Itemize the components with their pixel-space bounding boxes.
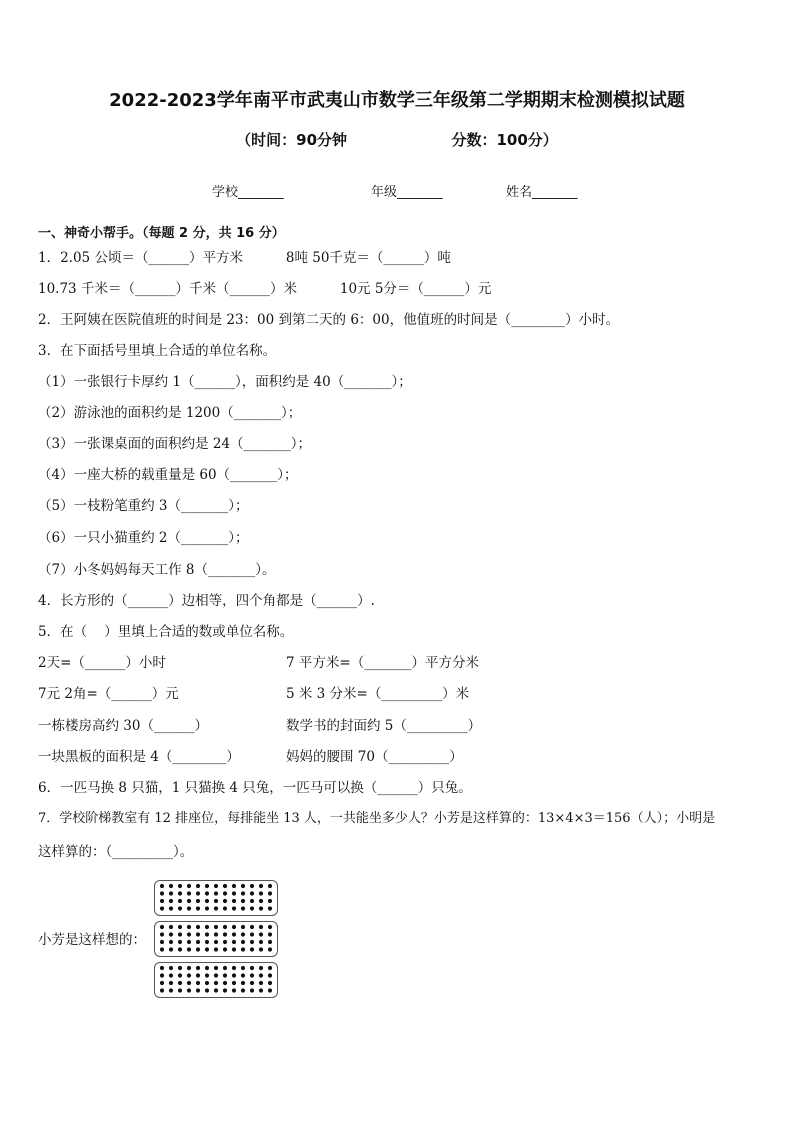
dot (268, 988, 272, 992)
dot (178, 884, 182, 888)
dot (268, 899, 272, 903)
dot (241, 973, 245, 977)
dot (187, 947, 191, 951)
dot (205, 932, 209, 936)
dot (268, 947, 272, 951)
dot (169, 940, 173, 944)
dot (169, 884, 173, 888)
dot (160, 884, 164, 888)
dot (214, 988, 218, 992)
dot (241, 925, 245, 929)
dot (241, 988, 245, 992)
dot (205, 981, 209, 985)
question-3: 3．在下面括号里填上合适的单位名称。 (38, 343, 277, 359)
dot (187, 940, 191, 944)
dot-box (154, 962, 278, 998)
dot (196, 973, 200, 977)
dot (250, 940, 254, 944)
dot (205, 988, 209, 992)
dot (160, 981, 164, 985)
dot (178, 940, 182, 944)
dot (160, 932, 164, 936)
question-3-4: （4）一座大桥的载重量是 60（_______）； (38, 467, 298, 483)
dot (178, 891, 182, 895)
dot (178, 899, 182, 903)
dot (169, 932, 173, 936)
dot (178, 925, 182, 929)
dot (241, 947, 245, 951)
dot (205, 906, 209, 910)
dot (214, 891, 218, 895)
dot (232, 940, 236, 944)
dot (232, 899, 236, 903)
dot (268, 940, 272, 944)
dot (169, 966, 173, 970)
dot (223, 988, 227, 992)
dot (241, 932, 245, 936)
dot (160, 940, 164, 944)
dot (196, 988, 200, 992)
dot (241, 884, 245, 888)
dot (232, 981, 236, 985)
dot (187, 925, 191, 929)
dot (196, 884, 200, 888)
question-5-4b: 妈妈的腰围 70（_________） (286, 749, 463, 765)
question-1b: 10.73 千米＝（______）千米（______）米 10元 5分＝（______）元 (38, 281, 492, 297)
dot (268, 891, 272, 895)
question-5-3a: 一栋楼房高约 30（______） (38, 718, 208, 734)
dot (196, 981, 200, 985)
dot (160, 899, 164, 903)
dot (196, 925, 200, 929)
dot (250, 973, 254, 977)
dot (268, 925, 272, 929)
exam-time-score: （时间：90分钟 分数：100分） (236, 131, 558, 149)
name-field: 姓名_______ (506, 185, 578, 200)
dot (259, 925, 263, 929)
dot (223, 899, 227, 903)
dot (187, 973, 191, 977)
dot (223, 932, 227, 936)
dot (178, 973, 182, 977)
page-title: 2022-2023学年南平市武夷山市数学三年级第二学期期末检测模拟试题 (109, 90, 685, 111)
dot (232, 988, 236, 992)
question-3-5: （5）一枝粉笔重约 3（_______）； (38, 498, 249, 514)
dot (214, 932, 218, 936)
dot (241, 899, 245, 903)
dot (178, 947, 182, 951)
dot (160, 966, 164, 970)
dot (205, 891, 209, 895)
dot (169, 899, 173, 903)
dot (223, 966, 227, 970)
question-5: 5．在（ ）里填上合适的数或单位名称。 (38, 624, 294, 640)
dot (259, 973, 263, 977)
dot (214, 884, 218, 888)
dot (196, 966, 200, 970)
question-5-4a: 一块黑板的面积是 4（________） (38, 749, 240, 765)
dot (223, 925, 227, 929)
question-3-6: （6）一只小猫重约 2（_______）； (38, 530, 249, 546)
dot (250, 988, 254, 992)
dot (160, 906, 164, 910)
dot (160, 891, 164, 895)
dot (187, 891, 191, 895)
question-6: 6．一匹马换 8 只猫，1 只猫换 4 只兔，一匹马可以换（______）只兔。 (38, 780, 472, 796)
dot (250, 891, 254, 895)
dot (268, 966, 272, 970)
dot (205, 899, 209, 903)
dot (205, 973, 209, 977)
dot (205, 966, 209, 970)
dot (214, 906, 218, 910)
dot (196, 932, 200, 936)
dot (232, 966, 236, 970)
question-7a: 7．学校阶梯教室有 12 排座位，每排能坐 13 人，一共能坐多少人？小芳是这样算的：13×4×3＝156（人）；小明是 (38, 811, 716, 826)
dot (223, 947, 227, 951)
dot (196, 947, 200, 951)
dot (178, 981, 182, 985)
dot (250, 981, 254, 985)
question-3-7: （7）小冬妈妈每天工作 8（_______）。 (38, 562, 276, 578)
dot (214, 925, 218, 929)
section-heading-1: 一、神奇小帮手。（每题 2 分，共 16 分） (38, 226, 285, 241)
dot (196, 891, 200, 895)
dot (223, 906, 227, 910)
dot (232, 973, 236, 977)
dot (241, 891, 245, 895)
dot (250, 906, 254, 910)
dot (178, 906, 182, 910)
question-5-2a: 7元 2角=（______）元 (38, 686, 179, 702)
dot-box (154, 880, 278, 916)
dot (241, 966, 245, 970)
dot (196, 906, 200, 910)
dot (169, 973, 173, 977)
dot (232, 884, 236, 888)
dot (223, 891, 227, 895)
dot-box (154, 921, 278, 957)
question-3-2: （2）游泳池的面积约是 1200（_______）； (38, 405, 302, 421)
dot (259, 947, 263, 951)
dot (187, 884, 191, 888)
school-field: 学校_______ (212, 185, 284, 200)
dot (232, 932, 236, 936)
dot (250, 925, 254, 929)
dot (187, 906, 191, 910)
dot (259, 906, 263, 910)
question-5-1a: 2天=（______）小时 (38, 655, 166, 671)
dot (232, 906, 236, 910)
dot (259, 932, 263, 936)
dot (178, 932, 182, 936)
dot (214, 981, 218, 985)
dot (169, 891, 173, 895)
dot (178, 966, 182, 970)
question-4: 4．长方形的（______）边相等，四个角都是（______）. (38, 593, 375, 609)
dot (250, 966, 254, 970)
dot (187, 981, 191, 985)
question-2: 2．王阿姨在医院值班的时间是 23：00 到第二天的 6：00，他值班的时间是（________）小时。 (38, 312, 620, 328)
dot (214, 940, 218, 944)
dot (223, 973, 227, 977)
dot (223, 940, 227, 944)
dot (187, 988, 191, 992)
dot (169, 947, 173, 951)
dot (205, 940, 209, 944)
dot (214, 966, 218, 970)
dot (205, 925, 209, 929)
figure-label: 小芳是这样想的： (38, 932, 146, 948)
question-5-3b: 数学书的封面约 5（_________） (286, 718, 482, 734)
dot (169, 925, 173, 929)
question-7b: 这样算的：（_________）。 (38, 844, 194, 860)
dot (187, 899, 191, 903)
question-5-2b: 5 米 3 分米=（_________）米 (286, 686, 470, 702)
dot (259, 891, 263, 895)
dot (232, 891, 236, 895)
question-5-1b: 7 平方米=（_______）平方分米 (286, 655, 479, 671)
dot (178, 988, 182, 992)
dot (214, 899, 218, 903)
dot (187, 932, 191, 936)
dot (205, 884, 209, 888)
dot (223, 884, 227, 888)
dot (169, 906, 173, 910)
dot (268, 884, 272, 888)
dot (250, 932, 254, 936)
dot (214, 973, 218, 977)
dot (268, 981, 272, 985)
dot (160, 988, 164, 992)
dot (160, 973, 164, 977)
dot (250, 899, 254, 903)
dot (268, 932, 272, 936)
dot (259, 884, 263, 888)
dot (160, 925, 164, 929)
question-3-3: （3）一张课桌面的面积约是 24（_______）； (38, 436, 312, 452)
dot (259, 899, 263, 903)
dot (259, 988, 263, 992)
question-3-1: （1）一张银行卡厚约 1（______），面积约是 40（_______）； (38, 374, 412, 390)
dot (241, 981, 245, 985)
dot (250, 884, 254, 888)
dot (205, 947, 209, 951)
dot (259, 940, 263, 944)
dot (187, 966, 191, 970)
dot (268, 906, 272, 910)
grade-field: 年级_______ (371, 185, 443, 200)
dot (160, 947, 164, 951)
question-1a: 1．2.05 公顷＝（______）平方米 8吨 50千克＝（______）吨 (38, 250, 451, 266)
dot (232, 947, 236, 951)
dot (223, 981, 227, 985)
dot (250, 947, 254, 951)
dot (259, 981, 263, 985)
dot (241, 940, 245, 944)
dot (214, 947, 218, 951)
dot (268, 973, 272, 977)
dot (196, 899, 200, 903)
dot (196, 940, 200, 944)
dot (241, 906, 245, 910)
dot (259, 966, 263, 970)
dot (169, 988, 173, 992)
dot (232, 925, 236, 929)
dot (169, 981, 173, 985)
